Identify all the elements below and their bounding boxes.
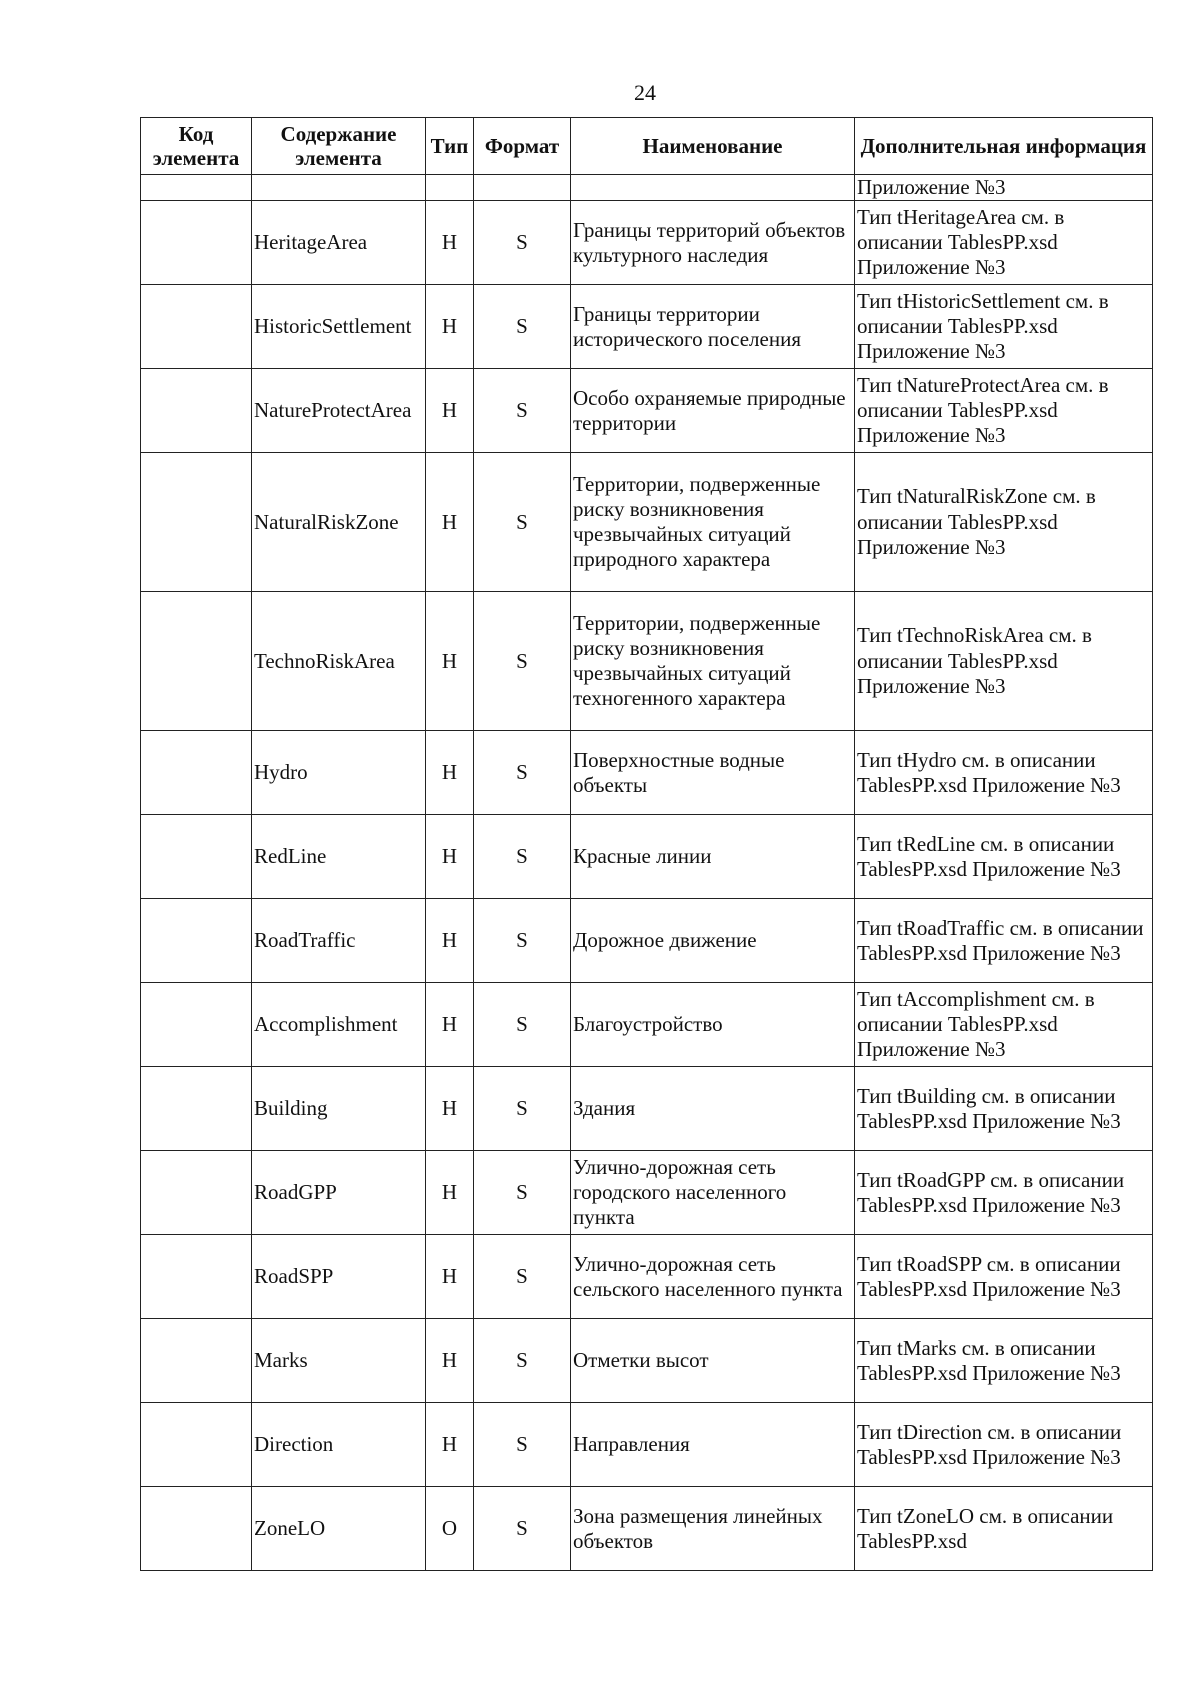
- cell-name: Поверхностные водные объекты: [571, 731, 855, 815]
- cell-code: [141, 453, 252, 592]
- cell-name: Территории, подверженные риску возникновения чрезвычайных ситуаций природного характера: [571, 453, 855, 592]
- cell-type: Н: [426, 983, 474, 1067]
- cell-code: [141, 175, 252, 201]
- cell-format: S: [474, 983, 571, 1067]
- cell-content: HistoricSettlement: [252, 285, 426, 369]
- cell-name: Особо охраняемые природные территории: [571, 369, 855, 453]
- cell-format: S: [474, 1067, 571, 1151]
- header-name: Наименование: [571, 118, 855, 175]
- table-row: [141, 983, 1153, 1067]
- cell-name: Улично-дорожная сеть городского населенного пункта: [571, 1151, 855, 1235]
- cell-code: [141, 1235, 252, 1319]
- cell-info: Тип tNatureProtectArea см. в описании TablesPP.xsd Приложение №3: [855, 369, 1153, 453]
- cell-name: [571, 175, 855, 201]
- header-format: Формат: [474, 118, 571, 175]
- table-row: [141, 201, 1153, 285]
- cell-code: [141, 1151, 252, 1235]
- table-row: [141, 453, 1153, 592]
- cell-code: [141, 983, 252, 1067]
- cell-info: Тип tNaturalRiskZone см. в описании TablesPP.xsd Приложение №3: [855, 453, 1153, 592]
- cell-type: О: [426, 1487, 474, 1571]
- cell-code: [141, 285, 252, 369]
- table-row: [141, 1403, 1153, 1487]
- cell-name: Границы территории исторического поселения: [571, 285, 855, 369]
- cell-name: Направления: [571, 1403, 855, 1487]
- cell-format: S: [474, 369, 571, 453]
- cell-type: [426, 175, 474, 201]
- page-number: 24: [634, 80, 656, 105]
- cell-format: S: [474, 285, 571, 369]
- cell-name: Здания: [571, 1067, 855, 1151]
- table-row: [141, 899, 1153, 983]
- cell-content: NaturalRiskZone: [252, 453, 426, 592]
- cell-content: RedLine: [252, 815, 426, 899]
- cell-name: Благоустройство: [571, 983, 855, 1067]
- cell-info: Тип tMarks см. в описании TablesPP.xsd Приложение №3: [855, 1319, 1153, 1403]
- cell-content: RoadTraffic: [252, 899, 426, 983]
- cell-content: Building: [252, 1067, 426, 1151]
- cell-content: Accomplishment: [252, 983, 426, 1067]
- cell-content: RoadSPP: [252, 1235, 426, 1319]
- cell-type: Н: [426, 1319, 474, 1403]
- cell-info: Тип tHydro см. в описании TablesPP.xsd Приложение №3: [855, 731, 1153, 815]
- cell-format: [474, 175, 571, 201]
- cell-code: [141, 592, 252, 731]
- cell-content: HeritageArea: [252, 201, 426, 285]
- header-type: Тип: [426, 118, 474, 175]
- cell-format: S: [474, 1235, 571, 1319]
- cell-type: Н: [426, 1067, 474, 1151]
- cell-type: Н: [426, 285, 474, 369]
- cell-code: [141, 1487, 252, 1571]
- cell-name: Территории, подверженные риску возникновения чрезвычайных ситуаций техногенного характера: [571, 592, 855, 731]
- cell-code: [141, 1319, 252, 1403]
- cell-name: Зона размещения линейных объектов: [571, 1487, 855, 1571]
- cell-info: Тип tDirection см. в описании TablesPP.xsd Приложение №3: [855, 1403, 1153, 1487]
- cell-type: Н: [426, 899, 474, 983]
- cell-content: Hydro: [252, 731, 426, 815]
- cell-format: S: [474, 1403, 571, 1487]
- table-row: [141, 1487, 1153, 1571]
- cell-format: S: [474, 1151, 571, 1235]
- cell-format: S: [474, 201, 571, 285]
- cell-name: Границы территорий объектов культурного наследия: [571, 201, 855, 285]
- header-content: Содержание элемента: [252, 118, 426, 175]
- cell-type: Н: [426, 815, 474, 899]
- cell-info: Приложение №3: [855, 175, 1153, 201]
- cell-type: Н: [426, 201, 474, 285]
- cell-name: Красные линии: [571, 815, 855, 899]
- cell-content: Direction: [252, 1403, 426, 1487]
- cell-format: S: [474, 1319, 571, 1403]
- table-row: [141, 285, 1153, 369]
- cell-content: TechnoRiskArea: [252, 592, 426, 731]
- cell-type: Н: [426, 592, 474, 731]
- cell-type: Н: [426, 731, 474, 815]
- table-body: [141, 175, 1153, 1571]
- cell-code: [141, 731, 252, 815]
- table-row: [141, 592, 1153, 731]
- cell-format: S: [474, 1487, 571, 1571]
- cell-format: S: [474, 592, 571, 731]
- table-row: [141, 1151, 1153, 1235]
- table-row: [141, 369, 1153, 453]
- cell-info: Тип tRoadSPP см. в описании TablesPP.xsd Приложение №3: [855, 1235, 1153, 1319]
- cell-info: Тип tHistoricSettlement см. в описании TablesPP.xsd Приложение №3: [855, 285, 1153, 369]
- cell-type: Н: [426, 1151, 474, 1235]
- cell-code: [141, 815, 252, 899]
- cell-code: [141, 899, 252, 983]
- table-row: [141, 1235, 1153, 1319]
- cell-info: Тип tAccomplishment см. в описании TablesPP.xsd Приложение №3: [855, 983, 1153, 1067]
- table-header-row: [141, 118, 1153, 175]
- cell-type: Н: [426, 453, 474, 592]
- cell-code: [141, 1067, 252, 1151]
- cell-info: Тип tRoadTraffic см. в описании TablesPP.xsd Приложение №3: [855, 899, 1153, 983]
- cell-format: S: [474, 815, 571, 899]
- cell-code: [141, 1403, 252, 1487]
- cell-format: S: [474, 453, 571, 592]
- cell-info: Тип tRedLine см. в описании TablesPP.xsd Приложение №3: [855, 815, 1153, 899]
- cell-info: Тип tTechnoRiskArea см. в описании TablesPP.xsd Приложение №3: [855, 592, 1153, 731]
- cell-format: S: [474, 731, 571, 815]
- cell-format: S: [474, 899, 571, 983]
- cell-content: [252, 175, 426, 201]
- cell-content: Marks: [252, 1319, 426, 1403]
- cell-code: [141, 201, 252, 285]
- cell-name: Улично-дорожная сеть сельского населенного пункта: [571, 1235, 855, 1319]
- cell-content: NatureProtectArea: [252, 369, 426, 453]
- cell-type: Н: [426, 369, 474, 453]
- table-row: [141, 1067, 1153, 1151]
- header-info: Дополнительная информация: [855, 118, 1153, 175]
- continuation-row: [141, 175, 1153, 201]
- cell-info: Тип tHeritageArea см. в описании TablesPP.xsd Приложение №3: [855, 201, 1153, 285]
- cell-info: Тип tZoneLO см. в описании TablesPP.xsd: [855, 1487, 1153, 1571]
- cell-name: Дорожное движение: [571, 899, 855, 983]
- cell-code: [141, 369, 252, 453]
- cell-name: Отметки высот: [571, 1319, 855, 1403]
- cell-info: Тип tBuilding см. в описании TablesPP.xsd Приложение №3: [855, 1067, 1153, 1151]
- cell-type: Н: [426, 1403, 474, 1487]
- cell-type: Н: [426, 1235, 474, 1319]
- table-row: [141, 1319, 1153, 1403]
- cell-info: Тип tRoadGPP см. в описании TablesPP.xsd Приложение №3: [855, 1151, 1153, 1235]
- table-row: [141, 731, 1153, 815]
- cell-content: RoadGPP: [252, 1151, 426, 1235]
- table-row: [141, 815, 1153, 899]
- header-code: Код элемента: [141, 118, 252, 175]
- elements-table: [140, 117, 1153, 1571]
- cell-content: ZoneLO: [252, 1487, 426, 1571]
